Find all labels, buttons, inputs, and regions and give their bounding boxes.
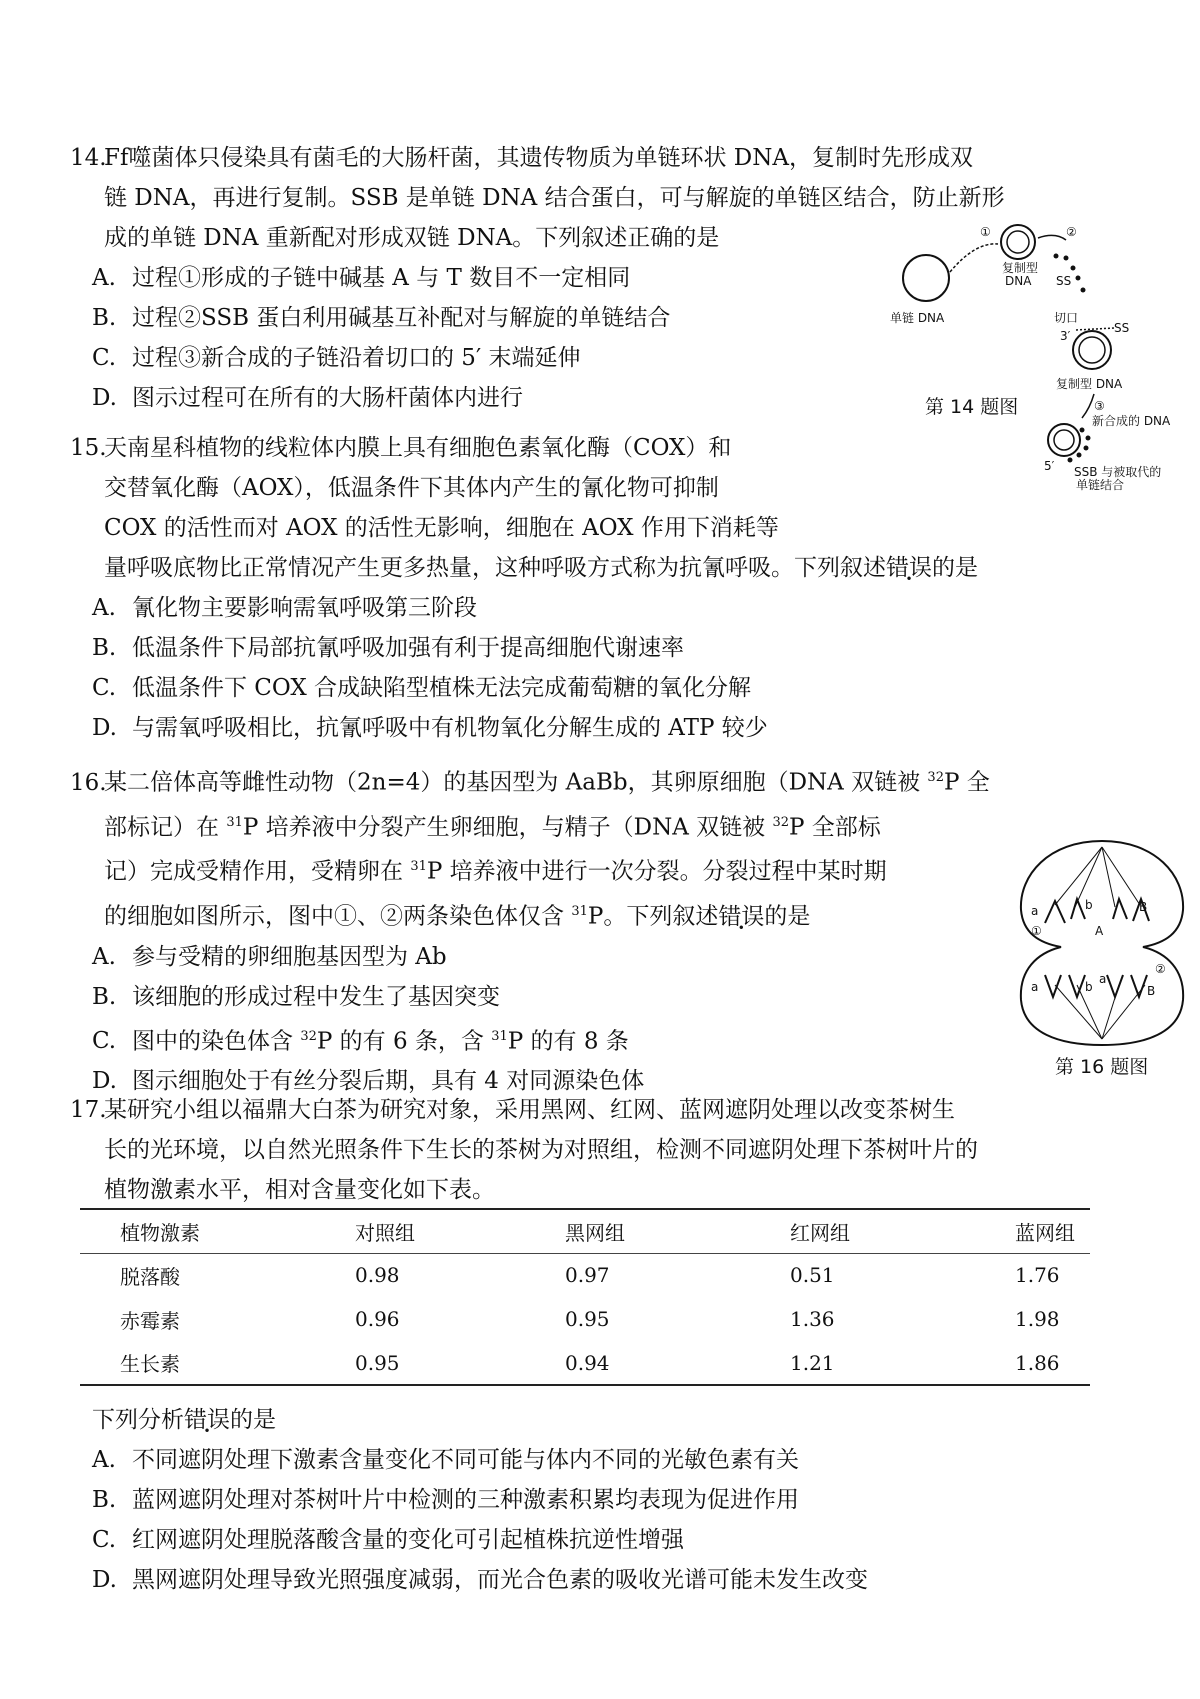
- option-a[interactable]: [70, 937, 1100, 977]
- table-header-row: [80, 1209, 1090, 1253]
- gene-b-top: b: [1085, 898, 1093, 912]
- table-cell: 0.94: [565, 1350, 610, 1375]
- option-a[interactable]: [70, 588, 1100, 628]
- column-header: 黑网组: [565, 1220, 625, 1245]
- superscript-32: 32: [927, 770, 944, 785]
- stem-text: 天南星科植物的线粒体内膜上具有细胞色素氧化酶（COX）和: [104, 435, 732, 461]
- stem-text: 下列分析: [92, 1407, 184, 1433]
- step-2-mark: ②: [1066, 225, 1077, 239]
- superscript-32: 32: [300, 1028, 317, 1044]
- option-label: D.: [92, 715, 117, 741]
- option-label: A.: [92, 595, 116, 621]
- table-row: [80, 1297, 1090, 1341]
- stem-text: P 培养液中分裂产生卵细胞，与精子（DNA 双链被: [242, 814, 773, 841]
- chromosome-1-mark: ①: [1031, 924, 1042, 938]
- option-text: 与需氧呼吸相比，抗氰呼吸中有机物氧化分解生成的 ATP 较少: [132, 715, 768, 741]
- question-number: 15.: [70, 435, 107, 461]
- gene-A-top: A: [1095, 924, 1104, 938]
- option-text: 低温条件下局部抗氰呼吸加强有利于提高细胞代谢速率: [132, 635, 684, 661]
- stem-text: P。下列叙述: [587, 903, 719, 930]
- gene-b-bottom: b: [1085, 980, 1093, 994]
- option-label: C.: [92, 1028, 117, 1055]
- stem-text: 某研究小组以福鼎大白茶为研究对象，采用黑网、红网、蓝网遮阴处理以改变茶树生: [104, 1097, 955, 1123]
- spindle-fibers-bottom: [1055, 985, 1145, 1039]
- step-1-mark: ①: [980, 225, 991, 239]
- question-17-options: [70, 1400, 1100, 1600]
- option-text: 蓝网遮阴处理对茶树叶片中检测的三种激素积累均表现为促进作用: [132, 1487, 799, 1513]
- ss-label-2: SS: [1114, 321, 1130, 335]
- option-text: 过程①形成的子链中碱基 A 与 T 数目不一定相同: [132, 265, 631, 291]
- question-number: 16.: [70, 769, 107, 796]
- option-label: A.: [92, 943, 116, 970]
- gene-a-top: a: [1031, 904, 1039, 918]
- table-cell: 0.97: [565, 1263, 610, 1288]
- question-15: [70, 428, 1100, 748]
- chromosomes-bottom: [1045, 975, 1147, 997]
- arrow-2: [1038, 235, 1066, 240]
- arrow-1: [950, 244, 998, 272]
- question-16: [70, 758, 1100, 1101]
- option-label: D.: [92, 1567, 117, 1593]
- table-cell: 0.51: [790, 1263, 835, 1288]
- rf-mid-label: 复制型 DNA: [1056, 377, 1123, 391]
- column-header: 对照组: [355, 1220, 415, 1245]
- table-cell: 赤霉素: [120, 1308, 180, 1333]
- stem-text: P 全: [943, 769, 990, 796]
- table-cell: 脱落酸: [120, 1264, 180, 1289]
- stem-text: 链 DNA，再进行复制。SSB 是单链 DNA 结合蛋白，可与解旋的单链区结合，防止新形: [104, 185, 1005, 211]
- option-text: 参与受精的卵细胞基因型为 Ab: [132, 943, 447, 970]
- option-label: B.: [92, 305, 117, 331]
- stem-text: 量呼吸底物比正常情况产生更多热量，这种呼吸方式称为抗氰呼吸。下列叙述: [104, 555, 886, 581]
- figure-16-caption: 第 16 题图: [1055, 1056, 1149, 1078]
- column-header: 蓝网组: [1015, 1220, 1075, 1245]
- table-cell: 1.76: [1015, 1263, 1060, 1288]
- superscript-31: 31: [226, 814, 243, 830]
- option-a[interactable]: [70, 1440, 1100, 1480]
- option-label: B.: [92, 983, 117, 1010]
- option-b[interactable]: [70, 628, 1100, 668]
- table-cell: 1.21: [790, 1350, 835, 1375]
- emphasis-wrong: 错误: [886, 555, 932, 581]
- option-label: A.: [92, 265, 116, 291]
- stem-text: 记）完成受精作用，受精卵在: [104, 858, 411, 885]
- stem-text: 的是: [230, 1407, 276, 1433]
- option-text: 过程③新合成的子链沿着切口的 5′ 末端延伸: [132, 345, 581, 371]
- stem-text: P 培养液中进行一次分裂。分裂过程中某时期: [426, 858, 887, 885]
- new-dna-label: 新合成的 DNA: [1092, 414, 1171, 428]
- option-d[interactable]: [70, 1560, 1100, 1600]
- table-cell: 1.98: [1015, 1307, 1060, 1331]
- superscript-32: 32: [772, 814, 789, 830]
- ssb-label-a: SSB 与被取代的: [1074, 465, 1162, 479]
- gene-B-bottom: B: [1147, 984, 1156, 998]
- option-text: P 的有 8 条: [507, 1028, 629, 1055]
- option-text: P 的有 6 条，含: [316, 1028, 492, 1055]
- stem-text: 交替氧化酶（AOX），低温条件下其体内产生的氰化物可抑制: [104, 475, 719, 501]
- stem-text: P 全部标: [789, 814, 881, 841]
- table-cell: 1.36: [790, 1307, 835, 1331]
- option-c[interactable]: [70, 1017, 1100, 1062]
- ss-label-1: SS: [1056, 274, 1072, 288]
- option-text: 低温条件下 COX 合成缺陷型植株无法完成葡萄糖的氧化分解: [132, 675, 752, 701]
- table-cell: 0.95: [355, 1350, 400, 1375]
- figure-16-cell-diagram: [1015, 835, 1190, 1050]
- rf-dna-inner: [1007, 231, 1029, 253]
- gene-a-bottom-1: a: [1031, 980, 1039, 994]
- superscript-31: 31: [491, 1028, 508, 1044]
- stem-text: 部标记）在: [104, 814, 227, 841]
- question-17: [70, 1090, 1100, 1210]
- table-cell: 0.96: [355, 1307, 400, 1331]
- option-text: 图示过程可在所有的大肠杆菌体内进行: [132, 385, 523, 411]
- hormone-table: [80, 1208, 1090, 1386]
- stem-text: 某二倍体高等雌性动物（2n=4）的基因型为 AaBb，其卵原细胞（DNA 双链被: [104, 769, 928, 796]
- option-c[interactable]: [70, 1520, 1100, 1560]
- option-text: 过程②SSB 蛋白利用碱基互补配对与解旋的单链结合: [132, 305, 671, 331]
- cell-outline: [1021, 841, 1183, 1045]
- option-label: C.: [92, 675, 117, 701]
- option-label: D.: [92, 385, 117, 411]
- stem-text: Ff噬菌体只侵染具有菌毛的大肠杆菌，其遗传物质为单链环状 DNA，复制时先形成双: [104, 145, 973, 171]
- nick-label: 切口: [1054, 311, 1079, 325]
- option-c[interactable]: [70, 668, 1100, 708]
- table-cell: 1.86: [1015, 1350, 1060, 1375]
- table-cell: 生长素: [120, 1352, 180, 1376]
- chromosomes-top: [1045, 899, 1149, 923]
- option-text: 图中的染色体含: [132, 1028, 301, 1055]
- option-label: A.: [92, 1447, 116, 1473]
- spindle-fibers-top: [1055, 847, 1140, 907]
- stem-text: 的是: [932, 555, 978, 581]
- gene-B-top: B: [1139, 900, 1148, 914]
- emphasis-wrong: 错误: [184, 1407, 230, 1433]
- rf-top-label-a: 复制型: [1002, 261, 1039, 275]
- ss-strand: [1076, 328, 1114, 330]
- option-label: B.: [92, 1487, 117, 1513]
- prime-5-label: 5′: [1044, 459, 1055, 473]
- stem-text: 的是: [764, 903, 811, 930]
- table-row: [80, 1253, 1090, 1297]
- question-number: 17.: [70, 1097, 107, 1123]
- chromosome-2-mark: ②: [1155, 962, 1166, 976]
- option-label: C.: [92, 1527, 117, 1553]
- step-3-mark: ③: [1094, 399, 1105, 413]
- ssdna-circle: [903, 255, 949, 301]
- table-cell: 0.98: [355, 1263, 400, 1288]
- option-text: 该细胞的形成过程中发生了基因突变: [132, 983, 500, 1010]
- column-header: 植物激素: [120, 1220, 200, 1245]
- table-cell: 0.95: [565, 1307, 610, 1331]
- emphasis-wrong: 错误: [718, 903, 765, 930]
- option-text: 黑网遮阴处理导致光照强度减弱，而光合色素的吸收光谱可能未发生改变: [132, 1567, 868, 1593]
- rf-dna-mid-inner: [1079, 337, 1105, 363]
- option-text: 图示细胞处于有丝分裂后期，具有 4 对同源染色体: [132, 1068, 645, 1095]
- option-text: 氰化物主要影响需氧呼吸第三阶段: [132, 595, 477, 621]
- option-label: C.: [92, 345, 117, 371]
- stem-text: 长的光环境，以自然光照条件下生长的茶树为对照组，检测不同遮阴处理下茶树叶片的: [104, 1137, 978, 1163]
- rf-top-label-b: DNA: [1005, 274, 1032, 288]
- column-header: 红网组: [790, 1220, 850, 1245]
- stem-text: 植物激素水平，相对含量变化如下表。: [104, 1177, 495, 1203]
- option-d[interactable]: [70, 708, 1100, 748]
- gene-a-bottom-2: a: [1099, 972, 1107, 986]
- question-number: 14.: [70, 145, 107, 171]
- superscript-31: 31: [410, 859, 427, 875]
- ssdna-label: 单链 DNA: [890, 311, 945, 325]
- ssb-label-b: 单链结合: [1076, 478, 1125, 492]
- stem-text: COX 的活性而对 AOX 的活性无影响，细胞在 AOX 作用下消耗等: [104, 515, 779, 541]
- option-b[interactable]: [70, 977, 1100, 1017]
- stem-text: 的细胞如图所示，图中①、②两条染色体仅含: [104, 903, 572, 930]
- table-row: [80, 1341, 1090, 1385]
- option-b[interactable]: [70, 1480, 1100, 1520]
- prime-3-label: 3′: [1060, 329, 1071, 343]
- option-label: B.: [92, 635, 117, 661]
- stem-text: 成的单链 DNA 重新配对形成双链 DNA。下列叙述正确的是: [104, 225, 720, 251]
- superscript-31: 31: [571, 903, 588, 919]
- rf-dna-outer: [1001, 225, 1035, 259]
- option-text: 不同遮阴处理下激素含量变化不同可能与体内不同的光敏色素有关: [132, 1447, 799, 1473]
- option-label: D.: [92, 1068, 117, 1095]
- option-text: 红网遮阴处理脱落酸含量的变化可引起植株抗逆性增强: [132, 1527, 684, 1553]
- figure-14-caption: 第 14 题图: [925, 396, 1019, 418]
